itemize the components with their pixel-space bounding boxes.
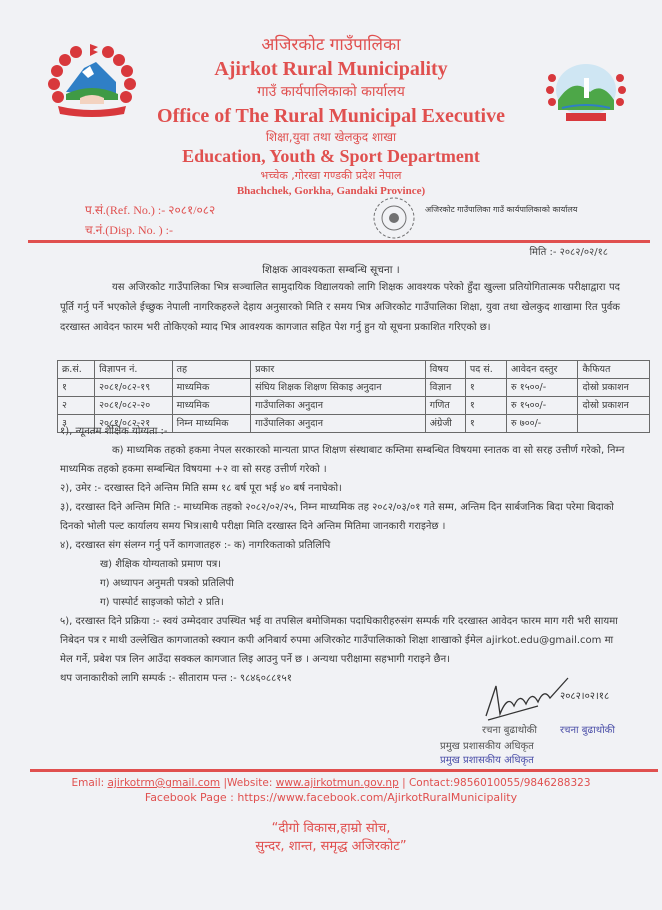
office-name-nepali: गाउँ कार्यपालिकाको कार्यालय bbox=[257, 84, 405, 100]
email-label: Email: bbox=[71, 777, 105, 789]
qualification-text: क) माध्यमिक तहको हकमा नेपल सरकारको मान्यता प्राप्त शिक्षण संस्थाबाट कम्तिमा सम्बन्धित विषयमा स्नातक वा सो सरह उत्तीर्ण गरेको, निम्न माध्यमिक तहको हकमा सम्बन्धित विषयमा +२ वा सो सरह उत्तीर्ण गरेको । bbox=[60, 445, 625, 475]
dispatch-number: च.नं.(Disp. No. ) :- bbox=[85, 223, 173, 237]
signatory-name: रचना बुढाथोकी bbox=[482, 725, 537, 736]
section-1-qualification bbox=[60, 441, 625, 479]
department-name-english: Education, Youth & Sport Department bbox=[182, 146, 480, 166]
section-5-process bbox=[60, 612, 625, 669]
cell-posts: १ bbox=[465, 397, 506, 415]
cell-fee: रु १५००/- bbox=[507, 397, 578, 415]
address-nepali: भच्चेक ,गोरखा गण्डकी प्रदेश नेपाल bbox=[260, 169, 402, 182]
cell-level: माध्यमिक bbox=[172, 397, 251, 415]
cell-serial: ३ bbox=[58, 415, 95, 433]
col-serial: क्र.सं. bbox=[58, 361, 95, 379]
cell-fee: रु १५००/- bbox=[507, 379, 578, 397]
cell-serial: १ bbox=[58, 379, 95, 397]
table-row bbox=[58, 397, 650, 415]
section-3-deadline: ३), दरखास्त दिने अन्तिम मिति :- माध्यमिक तहको २०८२/०२/२५, निम्न माध्यमिक तह २०८२/०३/०१ गते सम्म, अन्तिम दिन सार्बजनिक बिदा परेमा बिदाको दिनको भोली पल्ट कार्यालय समय भित्र।साथै परीक्षा मिति दरखास्त दिने अन्तिम मितिमा जानकारी गराइनेछ । bbox=[60, 502, 614, 532]
education-email-link[interactable]: ajirkot.edu@gmail.com bbox=[485, 635, 602, 646]
signature-date: २०८२।०२।१८ bbox=[560, 691, 610, 702]
header-divider bbox=[28, 240, 650, 243]
col-level: तह bbox=[172, 361, 251, 379]
notice-intro bbox=[60, 278, 620, 338]
notice-sections bbox=[60, 422, 625, 688]
cell-serial: २ bbox=[58, 397, 95, 415]
cell-subject: गणित bbox=[425, 397, 465, 415]
website-label: |Website: bbox=[223, 777, 273, 789]
office-email-link[interactable]: ajirkotrm@gmail.com bbox=[107, 777, 221, 789]
document-item: ख) शैक्षिक योग्यताको प्रमाण पत्र। bbox=[100, 559, 222, 570]
ref-label: प.सं.(Ref. No.) :- bbox=[85, 203, 166, 217]
notice-title: शिक्षक आवश्यकता सम्बन्धि सूचना । bbox=[262, 264, 400, 276]
cell-ad-number: २०८१/०८२-२१ bbox=[95, 415, 173, 433]
col-fee: आवेदन दस्तुर bbox=[507, 361, 578, 379]
name-stamp: रचना बुढाथोकी bbox=[560, 725, 615, 736]
cell-level: निम्न माध्यमिक bbox=[172, 415, 251, 433]
col-type: प्रकार bbox=[251, 361, 426, 379]
cell-subject: अंग्रेजी bbox=[425, 415, 465, 433]
footer-divider bbox=[30, 769, 658, 772]
phone-contact: | Contact:9856010055/9846288323 bbox=[402, 777, 591, 789]
ref-value: २०८१/०८२ bbox=[168, 203, 216, 217]
process-text-end: मा मेल गर्ने, प्रबेश पत्र लिन आउँदा सक्कल कागजात लिइ आउनु पर्ने छ । अन्यथा परीक्षामा सहभागी गराइने छैन। bbox=[60, 635, 614, 665]
cell-type: गाउँपालिका अनुदान bbox=[251, 397, 426, 415]
cell-posts: १ bbox=[465, 379, 506, 397]
signatory-role: प्रमुख प्रशासकीय अधिकृत bbox=[440, 741, 534, 752]
notice-date bbox=[529, 246, 608, 259]
address-english: Bhachchek, Gorkha, Gandaki Province) bbox=[236, 185, 426, 197]
table-row bbox=[58, 379, 650, 397]
section-1-title: १), न्यूनतम शैक्षिक योग्यता :- bbox=[60, 426, 168, 437]
cell-type: गाउँपालिका अनुदान bbox=[251, 415, 426, 433]
website-link[interactable]: www.ajirkotmun.gov.np bbox=[275, 777, 399, 789]
reference-number bbox=[85, 202, 215, 218]
documents-title: ४), दरखास्त संग संलग्न गर्नु पर्ने कागजातहरु :- क) नागरिकताको प्रतिलिपि bbox=[60, 540, 331, 551]
col-posts: पद सं. bbox=[465, 361, 506, 379]
section-2-age: २), उमेर :- दरखास्त दिने अन्तिम मिति सम्म १८ बर्ष पूरा भई ४० बर्ष ननाघेको। bbox=[60, 483, 342, 494]
role-stamp: प्रमुख प्रशासकीय अधिकृत bbox=[440, 755, 534, 766]
cell-fee: रु ७००/- bbox=[507, 415, 578, 433]
cell-type: संघिय शिक्षक शिक्षण सिकाइ अनुदान bbox=[251, 379, 426, 397]
cell-posts: १ bbox=[465, 415, 506, 433]
facebook-page: Facebook Page : https://www.facebook.com/AjirkotRuralMunicipality bbox=[144, 791, 518, 804]
footer-contact-line bbox=[0, 776, 662, 790]
contact-info: थप जनाकारीको लागि सम्पर्क :- सीताराम पन्त :- ९८४६०८८१५१ bbox=[60, 673, 292, 684]
municipality-name-nepali: अजिरकोट गाउँपालिका bbox=[261, 35, 401, 55]
col-subject: विषय bbox=[425, 361, 465, 379]
cell-remarks: दोस्रो प्रकाशन bbox=[578, 397, 650, 415]
official-seal-stamp-icon bbox=[372, 196, 416, 240]
municipality-name-english: Ajirkot Rural Municipality bbox=[214, 58, 448, 80]
cell-ad-number: २०८१/०८२-१९ bbox=[95, 379, 173, 397]
stamp-text: अजिरकोट गाउँपालिका गाउँ कार्यपालिकाको कार्यालय bbox=[425, 205, 578, 214]
cell-level: माध्यमिक bbox=[172, 379, 251, 397]
slogan-line-2: सुन्दर, शान्त, समृद्ध अजिरकोट” bbox=[255, 839, 407, 854]
date-value: २०८२/०२/१८ bbox=[559, 247, 608, 258]
slogan-line-1: “दीगो विकास,हाम्रो सोच, bbox=[271, 821, 391, 836]
date-label: मिति :- bbox=[529, 247, 557, 258]
document-item: ग) अध्यापन अनुमती पत्रको प्रतिलिपी bbox=[100, 578, 234, 589]
col-remarks: कैफियत bbox=[578, 361, 650, 379]
intro-text: यस अजिरकोट गाउँपालिका भित्र सञ्चालित सामुदायिक विद्यालयको लागि शिक्षक आवश्यक परेको हुँदा खुल्ला प्रतियोगितात्मक परीक्षाद्वारा पद पूर्ति गर्नु पर्ने भएकोले ईच्छुक नेपाली नागरिकहरुले देहाय अनुसारको मिति र समय भित्र अजिरकोट गाउँपालिका शिक्षा, युवा तथा खेलकुद शाखामा रित पुर्वक दरखास्त आवेदन फारम भरी तोकिएको म्याद भित्र आवश्यक कागजात सहित पेश गर्नु हुन यो सूचना प्रकाशित गरिएको छ। bbox=[60, 282, 620, 333]
table-header-row bbox=[58, 361, 650, 379]
cell-subject: विज्ञान bbox=[425, 379, 465, 397]
branch-name-nepali: शिक्षा,युवा तथा खेलकुद शाखा bbox=[265, 130, 397, 144]
cell-ad-number: २०८१/०८२-२० bbox=[95, 397, 173, 415]
process-text: ५), दरखास्त दिने प्रक्रिया :- स्वयं उम्मेदवार उपस्थित भई वा तपसिल बमोजिमका पदाधिकारीहरुसंग सम्पर्क गरि दरखास्त आवेदन फारम माग गरी भरी सायमा निबेदन पत्र र माथी उल्लेखित कागजातको स्क्यान कपी अनिबार्य रुपमा अजिरकोट गाउँपालिकाको शिक्षा शाखाको ईमेल bbox=[60, 616, 618, 646]
document-item: ग) पास्पोर्ट साइजको फोटो २ प्रति। bbox=[100, 597, 224, 608]
office-name-english: Office of The Rural Municipal Executive bbox=[157, 105, 505, 127]
cell-remarks: दोस्रो प्रकाशन bbox=[578, 379, 650, 397]
col-ad-number: विज्ञापन नं. bbox=[95, 361, 173, 379]
